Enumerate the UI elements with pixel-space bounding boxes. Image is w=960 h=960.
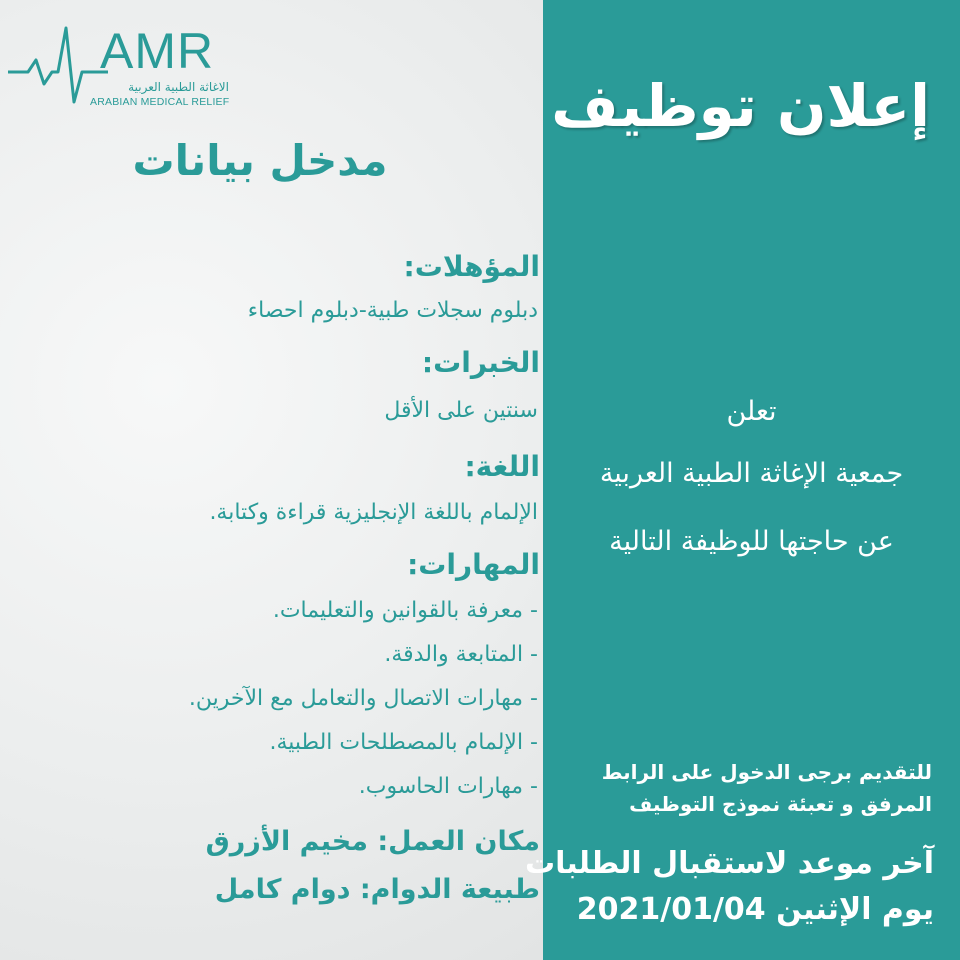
language-text: الإلمام باللغة الإنجليزية قراءة وكتابة. xyxy=(209,500,538,525)
skill-item: - مهارات الاتصال والتعامل مع الآخرين. xyxy=(188,686,538,711)
skill-item: - مهارات الحاسوب. xyxy=(358,774,538,799)
announcement-line3: عن حاجتها للوظيفة التالية xyxy=(609,526,894,557)
skill-item: - المتابعة والدقة. xyxy=(384,642,538,667)
job-title: مدخل بيانات xyxy=(132,136,388,185)
experience-heading: الخبرات: xyxy=(421,346,540,379)
skill-item: - الإلمام بالمصطلحات الطبية. xyxy=(269,730,538,755)
deadline-line1: آخر موعد لاستقبال الطلبات xyxy=(525,846,934,881)
skills-heading: المهارات: xyxy=(407,548,540,581)
announcement-line2: جمعية الإغاثة الطبية العربية xyxy=(599,458,904,489)
logo-english-name: ARABIAN MEDICAL RELIEF xyxy=(90,96,230,108)
logo-mark: AMR xyxy=(100,23,215,79)
skill-item: - معرفة بالقوانين والتعليمات. xyxy=(272,598,538,623)
headline: إعلان توظيف xyxy=(551,72,930,140)
deadline-line2: يوم الإثنين 2021/01/04 xyxy=(576,892,934,927)
qualifications-heading: المؤهلات: xyxy=(403,250,540,283)
announcement-line1: تعلن xyxy=(726,396,777,427)
language-heading: اللغة: xyxy=(464,450,540,483)
qualifications-text: دبلوم سجلات طبية-دبلوم احصاء xyxy=(247,298,538,323)
work-type: طبيعة الدوام: دوام كامل xyxy=(214,874,540,905)
amr-logo xyxy=(8,20,233,110)
logo-arabic-name: الاغاثة الطبية العربية xyxy=(128,80,229,94)
work-location: مكان العمل: مخيم الأزرق xyxy=(205,826,540,857)
apply-line2: المرفق و تعبئة نموذج التوظيف xyxy=(629,792,932,816)
apply-line1: للتقديم برجى الدخول على الرابط xyxy=(601,760,932,784)
experience-text: سنتين على الأقل xyxy=(384,398,538,423)
